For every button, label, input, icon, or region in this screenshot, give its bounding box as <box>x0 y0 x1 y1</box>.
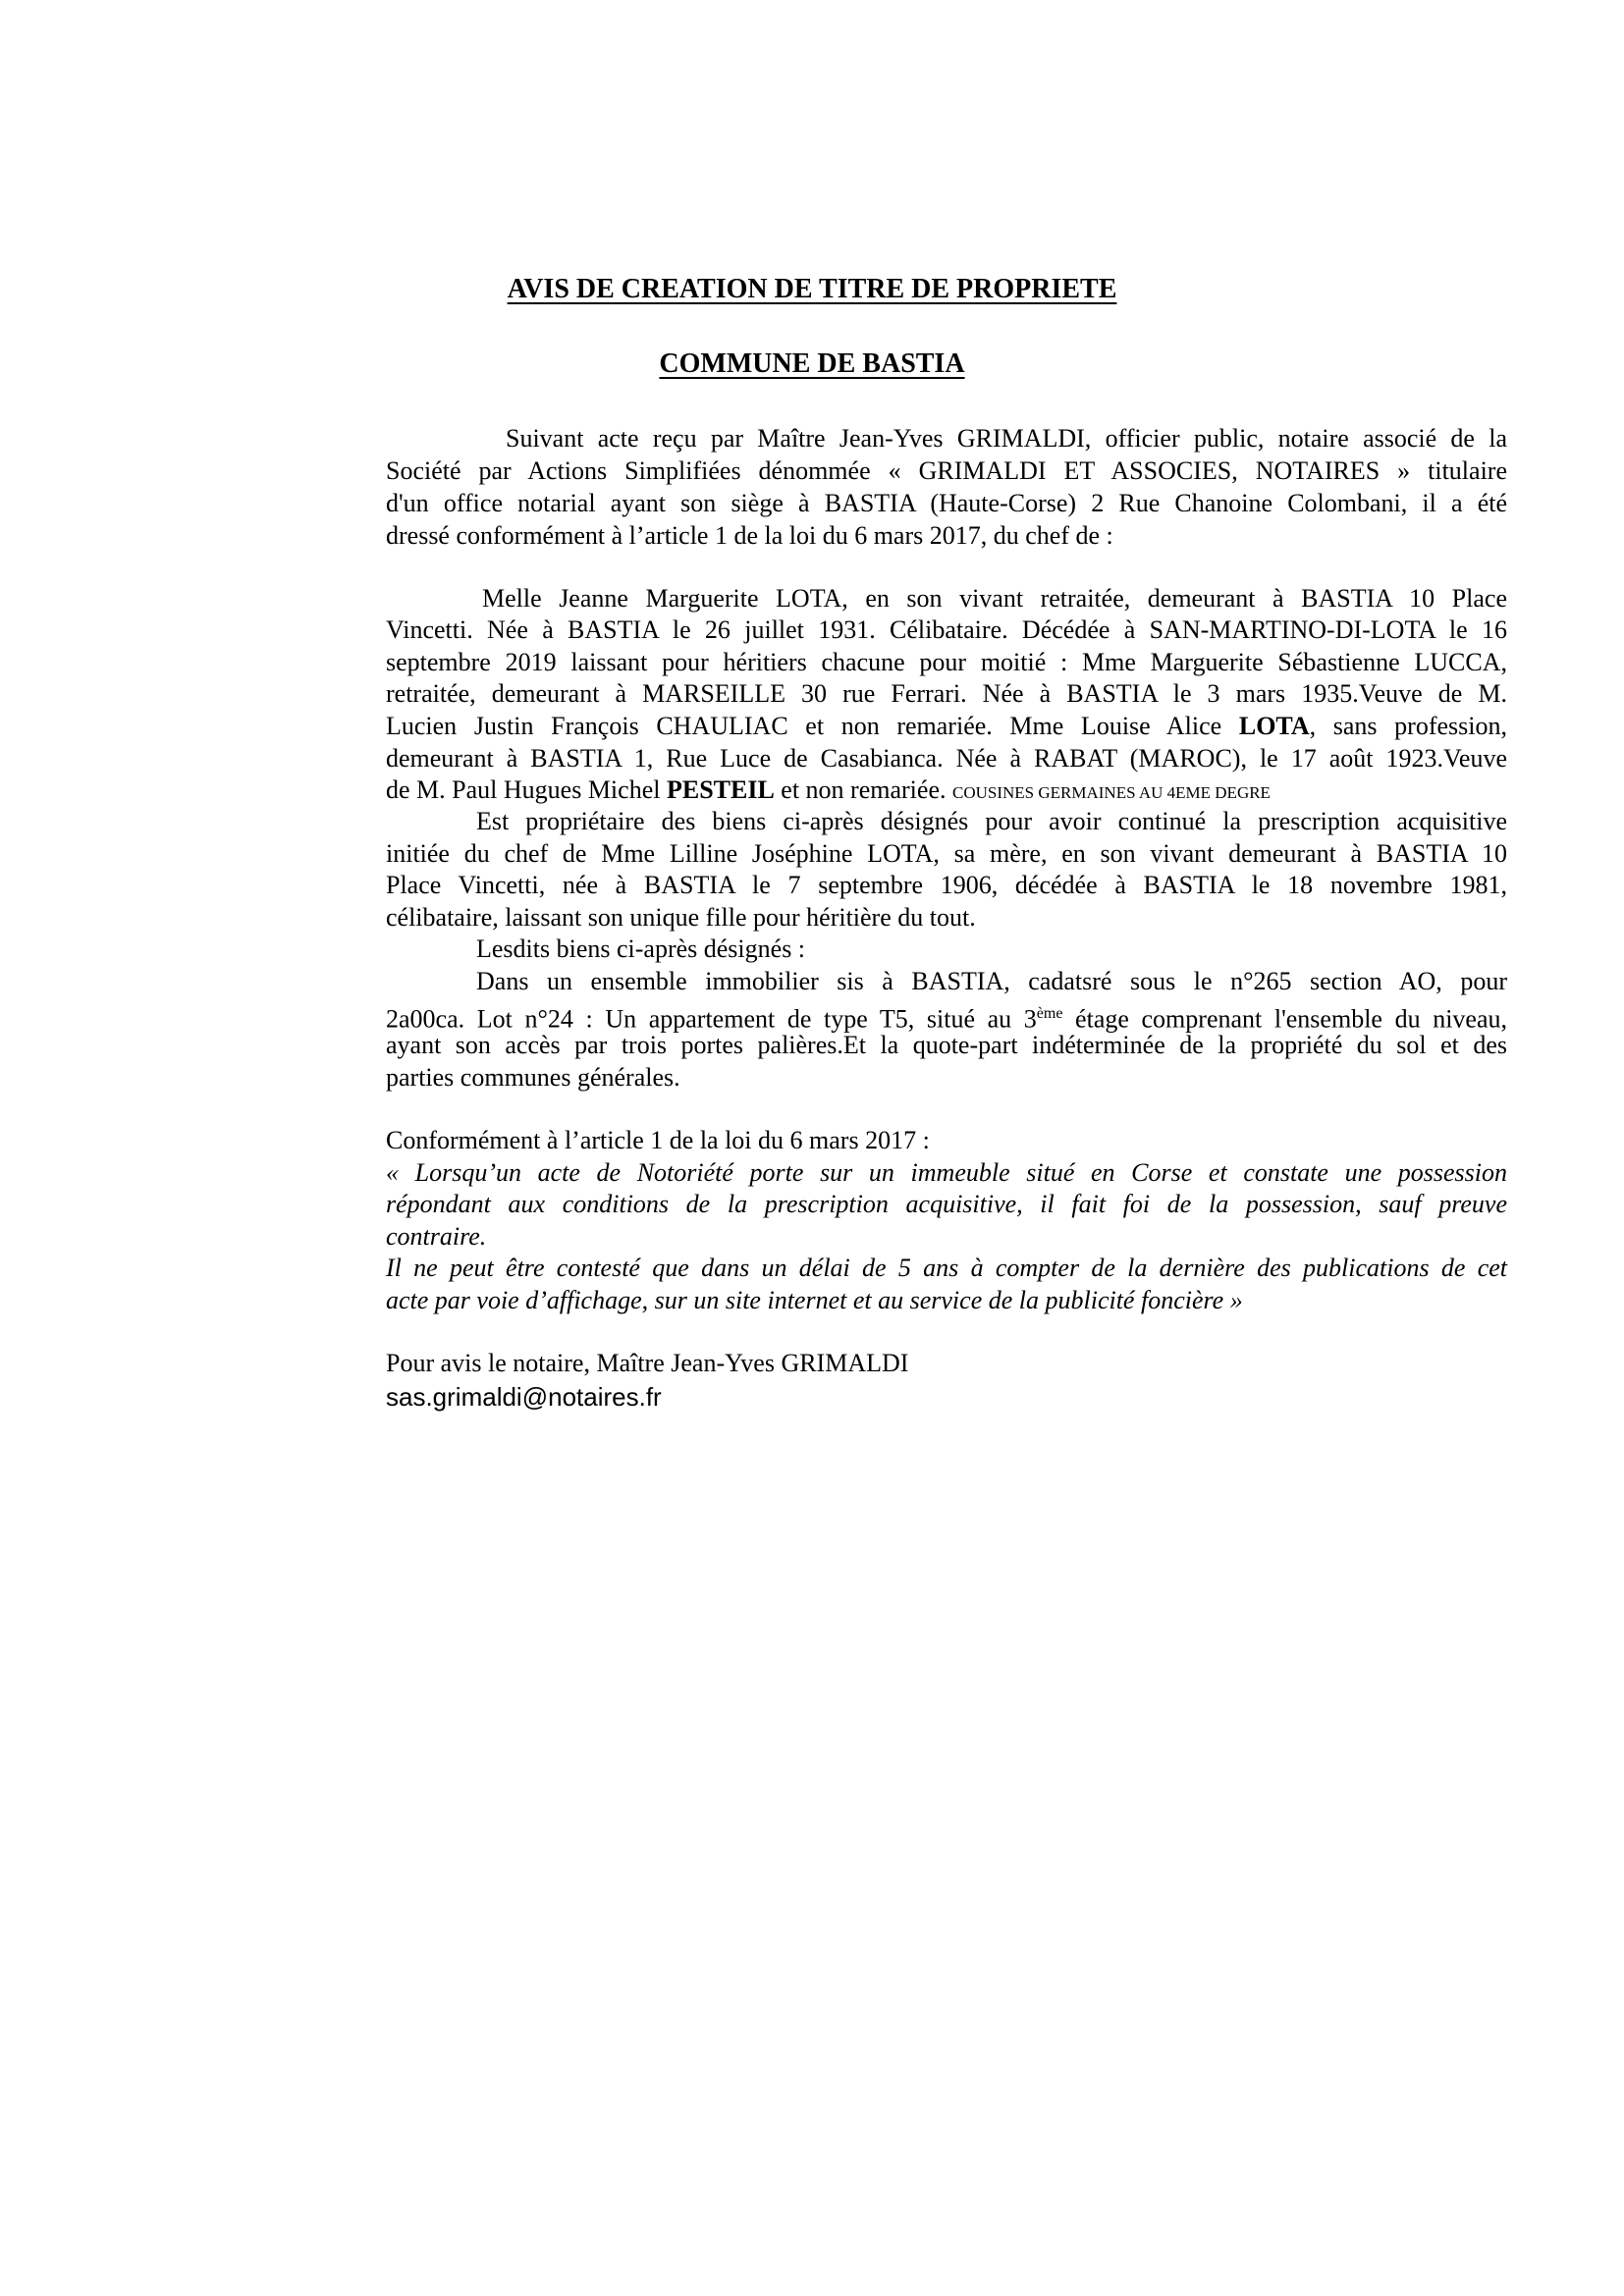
document-title: AVIS DE CREATION DE TITRE DE PROPRIETE <box>507 274 1117 304</box>
text-line: 2a00ca. Lot n°24 : Un appartement de type T5, situé au 3ème étage comprenant l'ensemble du niveau, <box>386 1004 1507 1034</box>
text-line: contraire. <box>386 1222 487 1251</box>
text-line: Il ne peut être contesté que dans un délai de 5 ans à compter de la dernière des publications de cet <box>386 1254 1507 1282</box>
text-line: dressé conformément à l’article 1 de la loi du 6 mars 2017, du chef de : <box>386 521 1113 550</box>
conformement-heading: Conformément à l’article 1 de la loi du 6 mars 2017 : <box>386 1126 930 1154</box>
text-line: Suivant acte reçu par Maître Jean-Yves GRIMALDI, officier public, notaire associé de la <box>506 424 1507 453</box>
text-line: d'un office notarial ayant son siège à BASTIA (Haute-Corse) 2 Rue Chanoine Colombani, il a été <box>386 489 1507 517</box>
text-line: Société par Actions Simplifiées dénommée « GRIMALDI ET ASSOCIES, NOTAIRES » titulaire <box>386 456 1507 485</box>
text-line: de M. Paul Hugues Michel PESTEIL et non remariée. COUSINES GERMAINES AU 4EME DEGRE <box>386 775 1271 804</box>
text-line: Melle Jeanne Marguerite LOTA, en son vivant retraitée, demeurant à BASTIA 10 Place <box>482 584 1507 613</box>
text-line: ayant son accès par trois portes palières.Et la quote-part indéterminée de la propriété du sol et des <box>386 1031 1507 1059</box>
text-line: Vincetti. Née à BASTIA le 26 juillet 1931. Célibataire. Décédée à SAN-MARTINO-DI-LOTA le 16 <box>386 615 1507 644</box>
text-line: acte par voie d’affichage, sur un site internet et au service de la publicité foncière » <box>386 1286 1243 1314</box>
text-line: Place Vincetti, née à BASTIA le 7 septembre 1906, décédée à BASTIA le 18 novembre 1981, <box>386 871 1507 899</box>
text-line: Est propriétaire des biens ci-après désignés pour avoir continué la prescription acquisitive <box>476 807 1507 835</box>
text-line: célibataire, laissant son unique fille pour héritière du tout. <box>386 903 976 932</box>
text-line: septembre 2019 laissant pour héritiers chacune pour moitié : Mme Marguerite Sébastienne LUCCA, <box>386 648 1507 676</box>
text-line: répondant aux conditions de la prescription acquisitive, il fait foi de la possession, sauf preuve <box>386 1190 1507 1218</box>
document-subtitle: COMMUNE DE BASTIA <box>659 348 965 379</box>
text-line: retraitée, demeurant à MARSEILLE 30 rue Ferrari. Née à BASTIA le 3 mars 1935.Veuve de M. <box>386 679 1507 708</box>
email-address: sas.grimaldi@notaires.fr <box>386 1382 662 1412</box>
signature-line: Pour avis le notaire, Maître Jean-Yves GRIMALDI <box>386 1349 909 1377</box>
text-line: « Lorsqu’un acte de Notoriété porte sur un immeuble situé en Corse et constate une possession <box>386 1158 1507 1187</box>
text-line: demeurant à BASTIA 1, Rue Luce de Casabianca. Née à RABAT (MAROC), le 17 août 1923.Veuve <box>386 744 1507 773</box>
text-line: initiée du chef de Mme Lilline Joséphine LOTA, sa mère, en son vivant demeurant à BASTIA 10 <box>386 839 1507 868</box>
text-line: Lucien Justin François CHAULIAC et non remariée. Mme Louise Alice LOTA, sans profession, <box>386 712 1507 740</box>
text-line: Lesdits biens ci-après désignés : <box>476 934 806 963</box>
text-line: parties communes générales. <box>386 1063 680 1092</box>
text-line: Dans un ensemble immobilier sis à BASTIA, cadatsré sous le n°265 section AO, pour <box>476 967 1507 995</box>
